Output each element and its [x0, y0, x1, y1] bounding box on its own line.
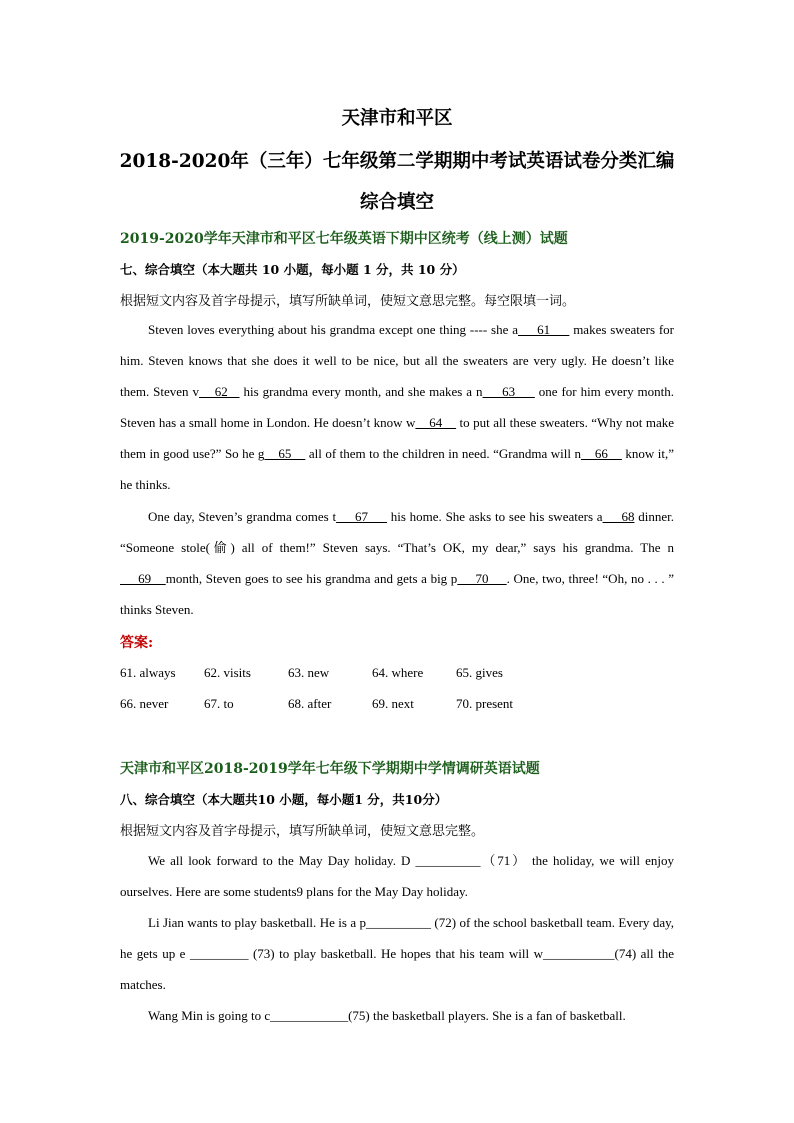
text-run: one for him every month. Steven has a small home in London. He doesn’t know w: [120, 384, 675, 430]
blank-62: 62: [199, 384, 240, 399]
section2-subheading: 八、综合填空（本大题共10 小题，每小题1 分，共10分）: [120, 792, 448, 807]
answer-item: 64. where: [372, 665, 424, 680]
answer-item: 62. visits: [204, 665, 251, 680]
document-title-region: 天津市和平区: [341, 108, 453, 129]
blank-63: 63: [482, 384, 535, 399]
answer-item: 63. new: [288, 665, 330, 680]
section2-paragraph-3: [120, 1000, 674, 1031]
text-run: (72) of the school basketball team. Every day, he gets up e: [120, 915, 674, 961]
text-run: his grandma every month, and she makes a n: [239, 384, 483, 399]
blank-68: 68: [602, 509, 635, 524]
document-title-topic: 综合填空: [359, 192, 434, 213]
section2-instruction: 根据短文内容及首字母提示，填写所缺单词，使短文意思完整。: [120, 824, 485, 839]
section2-paragraph-2: [120, 907, 674, 1000]
text-run: Steven loves everything about his grandma except one thing ---- she a: [148, 322, 518, 337]
document-title-main: 2018-2020年（三年）七年级第二学期期中考试英语试卷分类汇编: [119, 151, 675, 172]
section1-subheading: 七、综合填空（本大题共 10 小题，每小题 1 分，共 10 分）: [120, 262, 465, 277]
answer-item: 61. always: [120, 665, 176, 680]
text-run: We all look forward to the May Day holiday. D: [148, 853, 416, 868]
blank-74: ___________: [542, 946, 615, 961]
answer-item: 69. next: [372, 696, 414, 711]
text-run: Wang Min is going to c: [148, 1008, 271, 1023]
answer-item: 67. to: [204, 696, 234, 711]
blank-73: _________: [189, 946, 249, 961]
blank-75: ____________: [270, 1008, 349, 1023]
text-run: (75) the basketball players. She is a fan of basketball.: [348, 1008, 626, 1023]
answer-item: 65. gives: [456, 665, 503, 680]
text-run: all of them to the children in need. “Grandma will n: [305, 446, 581, 461]
text-run: One day, Steven’s grandma comes t: [148, 509, 337, 524]
answer-item: 70. present: [456, 696, 514, 711]
text-run: month, Steven goes to see his grandma and gets a big p: [165, 571, 458, 586]
text-run: (74) all the matches.: [120, 946, 674, 992]
blank-61: 61: [517, 322, 570, 337]
text-run: dinner. “Someone stole(偷) all of them!” Steven says. “That’s OK, my dear,” says his grandma. The n: [120, 509, 674, 555]
section2-heading: 天津市和平区2018-2019学年七年级下学期期中学情调研英语试题: [120, 761, 540, 777]
text-run: （71） the holiday, we will enjoy ourselves. Here are some students9 plans for the May Day holiday.: [120, 853, 674, 899]
text-run: . One, two, three! “Oh, no . . . ” thinks Steven.: [120, 571, 675, 617]
text-run: makes sweaters for him. Steven knows that she does it well to be nice, but all the sweaters are very ugly. He doesn’t like them. Steven v: [120, 322, 674, 399]
answer-item: 66. never: [120, 696, 169, 711]
blank-67: 67: [336, 509, 387, 524]
section1-paragraph-1: [120, 314, 674, 500]
text-run: Li Jian wants to play basketball. He is a p: [148, 915, 367, 930]
blank-72: __________: [366, 915, 432, 930]
answer-item: 68. after: [288, 696, 332, 711]
blank-64: 64: [415, 415, 457, 430]
blank-69: 69: [120, 571, 166, 586]
blank-70: 70: [457, 571, 507, 586]
blank-65: 65: [264, 446, 306, 461]
section1-paragraph-2: [120, 501, 674, 625]
text-run: know it,” he thinks.: [120, 446, 675, 492]
text-run: (73) to play basketball. He hopes that his team will w: [248, 946, 543, 961]
blank-71: __________: [415, 853, 481, 868]
section2-paragraph-1: [120, 845, 674, 907]
text-run: to put all these sweaters. “Why not make them in good use?” So he g: [120, 415, 675, 461]
blank-66: 66: [580, 446, 622, 461]
text-run: his home. She asks to see his sweaters a: [386, 509, 603, 524]
section1-instruction: 根据短文内容及首字母提示，填写所缺单词，使短文意思完整。每空限填一词。: [120, 294, 576, 309]
section1-heading: 2019-2020学年天津市和平区七年级英语下期中区统考（线上测）试题: [120, 231, 568, 247]
answer-label: 答案:: [120, 635, 154, 651]
